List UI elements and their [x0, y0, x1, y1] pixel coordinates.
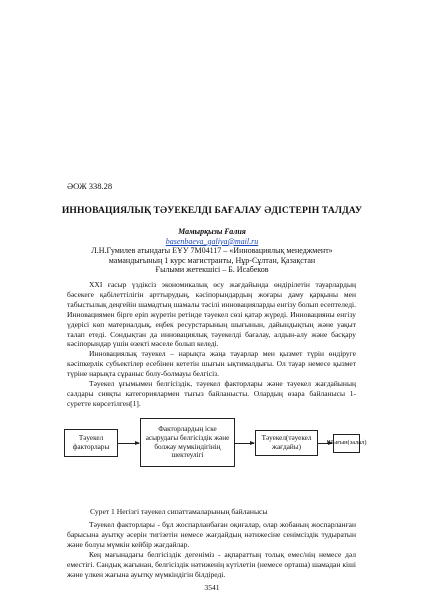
body-section-2: [67, 520, 356, 579]
diagram-arrow-2: [235, 443, 254, 444]
diagram-box-uncertainty: Факторлардың іске асырудағы белгісіздік және болжау мүмкіндігінің шектеулігі: [140, 418, 235, 467]
diagram-box-risk-situation: Тәуекел(тәуекел жағдайы): [255, 430, 318, 456]
page-number: 3541: [204, 583, 220, 592]
diagram-arrow-1: [118, 443, 139, 444]
diagram-box-loss: Шығын(залал): [333, 434, 360, 453]
author-email-link[interactable]: basenbaeva_galiya@mail.ru: [165, 236, 259, 246]
body-section-1: [67, 280, 356, 409]
paper-title: ИННОВАЦИЯЛЫҚ ТӘУЕКЕЛДІ БАҒАЛАУ ӘДІСТЕРІН ТАЛДАУ: [61, 205, 363, 216]
author-block: [60, 227, 364, 275]
figure-caption: Сурет 1 Негізгі тәуекел сипаттамаларының байланысы: [90, 507, 268, 516]
paragraph: Инновациялық тәуекел – нарықта жаңа тауарлар мен қызмет түрін өндіруге кәсіпкерлік субъектілер есебінен кететін шығын ықтималдығы. Ол тауар немесе қызмет түріне нарықта сұраныс болу-болмауы белгісіз.: [67, 349, 356, 379]
author-affiliation-1: Л.Н.Гумилев атындағы ЕҰУ 7M04117 – «Инновациялық менеджмент»: [91, 246, 333, 256]
paragraph: XXI ғасыр үздіксіз экономикалық өсу жағдайында өндірілетін тауарлардың бәсекеге қабілеттілігін арттырудың, кәсіпорындардың жоғары даму қарқыны мен табыстылық деңгейін шамадтың шамалы тәсілі инновацияларды енгізу болып есептеледі. Инновациямен бірге еріп жүретін ретінде тәуекел сөзі қатар жүреді. Инновацияны енгізу үдерісі көп материалдық, еңбек ресурстарының шығынын, дайындықтың және уақыт талап етеді. Сондықтан да инновациялық тәуекелді бағалау, алдын-алу және басқару кәсіпорындар үшін өзекті мәселе болып келеді.: [67, 280, 356, 349]
figure-1-diagram: [64, 413, 367, 501]
author-affiliation-2: мамандығының 1 курс магистранты, Нұр-Сұлтан, Қазақстан: [108, 255, 316, 265]
author-name: Мамырқызы Ғалия: [178, 227, 246, 236]
author-supervisor: Ғылыми жетекшісі – Б. Исабеков: [155, 265, 269, 275]
paragraph: Тәуекел факторлары - бұл жоспарланбаған оқиғалар, олар жобаның жоспарланған барысына ауытқу әсерін тигізетін немесе жағдайдың нәтижесіне сенімсіздік тудыратын және болуы мүмкін кейбір жағдайлар.: [67, 520, 356, 549]
paragraph: Кең мағынадағы белгісіздік дегеніміз - ақпараттың толық емес/нің немесе дәл еместігі. Сандық жағынан, белгісіздік нәтиженің күтілетін (немесе орташа) шамадан кіші және үлкен жағына ауытқу мүмкіндігін білдіреді.: [67, 549, 356, 579]
diagram-box-risk-factors: Тәуекел факторлары: [64, 429, 118, 457]
paragraph: Тәуекел ұғымымен белгісіздік, тәуекел факторлары және тәуекел жағдайының салдары сияқты категориялармен тығыз байланысты. Олардың өзара байланысы 1-суретте көрсетілген[1].: [67, 379, 356, 408]
udc-code: ӘОЖ 338.28: [67, 181, 113, 191]
